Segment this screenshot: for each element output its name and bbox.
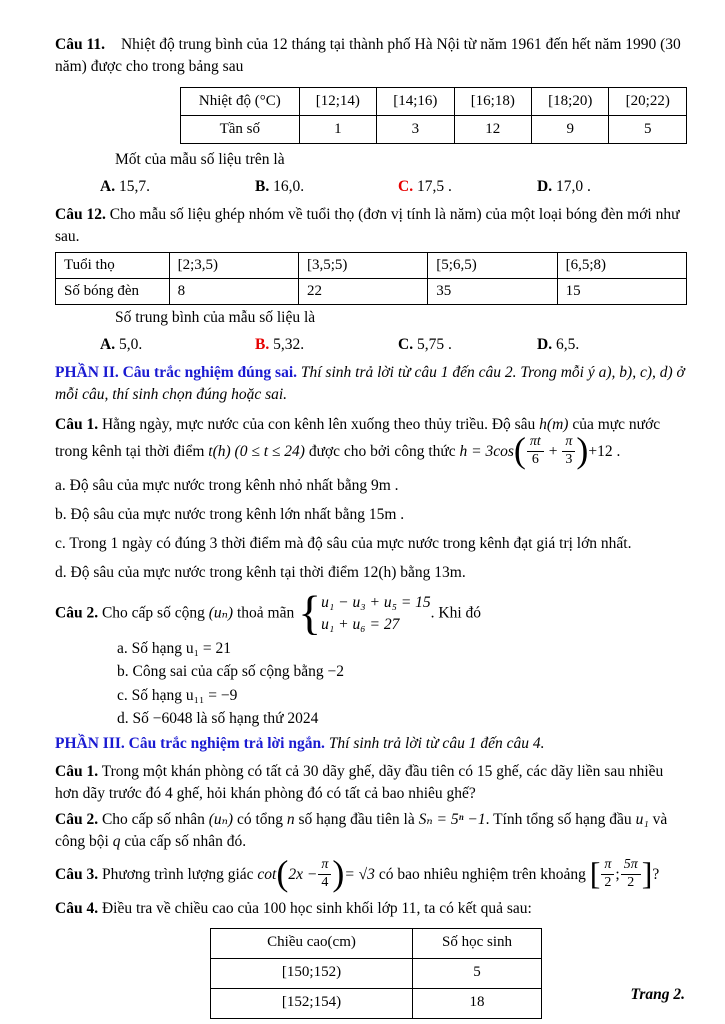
student-count-cell: 18 bbox=[413, 988, 542, 1018]
answer-letter: A. bbox=[100, 336, 116, 353]
p3-q4-label: Câu 4. bbox=[55, 899, 99, 917]
math-n: n bbox=[286, 811, 295, 829]
q12-table-header: Tuổi thọ bbox=[56, 253, 170, 279]
math-u1: u₁ bbox=[635, 811, 649, 829]
formula-tail: +12 . bbox=[588, 442, 621, 460]
answer-letter: A. bbox=[100, 178, 116, 195]
q12-table-row2-header: Số bóng đèn bbox=[56, 279, 170, 305]
part3-heading-line bbox=[55, 733, 687, 755]
part2-instructions: Thí sinh trả lời từ câu 1 đến câu 2. Trong mỗi ý a), b), c), d) ở mỗi câu, thí sinh chọn đúng hoặc sai. bbox=[55, 364, 685, 403]
question-11-label: Câu 11. bbox=[55, 36, 105, 53]
fraction-denominator: 2 bbox=[627, 874, 635, 890]
p3-q2-text3: số hạng đầu tiên là bbox=[298, 811, 415, 829]
statement-c: c. Số hạng u₁₁ = −9 bbox=[117, 686, 238, 704]
frequency-cell: 5 bbox=[609, 116, 687, 144]
system-brace: { bbox=[298, 586, 322, 640]
fraction-5pi-2 bbox=[620, 858, 642, 890]
math-t-of-h: t(h) bbox=[208, 442, 231, 460]
p2-q2-label: Câu 2. bbox=[55, 604, 99, 622]
part3-instructions: Thí sinh trả lời từ câu 1 đến câu 4. bbox=[328, 735, 545, 753]
table-row bbox=[181, 88, 687, 116]
p2-q1-items bbox=[55, 475, 687, 584]
equation-1: u₁ − u₃ + u₅ = 15 bbox=[321, 594, 431, 612]
part2-question-2 bbox=[55, 586, 687, 640]
close-bracket: ] bbox=[641, 854, 653, 891]
fraction-denominator: 2 bbox=[604, 874, 612, 890]
answer-value: 5,0. bbox=[118, 336, 143, 353]
equation-2: u₁ + u₆ = 27 bbox=[321, 616, 400, 634]
fraction-numerator: π bbox=[318, 858, 331, 875]
answer-value: 17,5 . bbox=[416, 178, 452, 195]
part2-heading-line bbox=[55, 362, 687, 406]
answer-letter: D. bbox=[537, 336, 553, 353]
interval-cell: [6,5;8) bbox=[557, 253, 686, 279]
p3-q1-body: Trong một khán phòng có tất cả 30 dãy ghế, dãy đầu tiên có 15 ghế, các dãy liền sau nhiều hơn dãy trước đó 4 ghế, hỏi khán phòng đó có tất cả bao nhiêu ghế? bbox=[55, 763, 664, 803]
close-paren: ) bbox=[576, 429, 589, 470]
math-cot: cot bbox=[257, 866, 277, 883]
equation-system bbox=[321, 592, 431, 635]
math-un: (uₙ) bbox=[208, 604, 234, 622]
students-column-header: Số học sinh bbox=[413, 928, 542, 958]
p2-q1-text1: Hằng ngày, mực nước của con kênh lên xuống theo thủy triều. Độ sâu bbox=[101, 416, 536, 433]
q12-frequency-table bbox=[55, 252, 687, 305]
fraction-numerator: π bbox=[562, 435, 575, 452]
p3-q3-text1: Phương trình lượng giác bbox=[101, 866, 254, 883]
close-paren: ) bbox=[332, 853, 345, 894]
part3-question-2 bbox=[55, 809, 687, 853]
interval-cell: [12;14) bbox=[299, 88, 376, 116]
open-paren: ( bbox=[513, 429, 526, 470]
count-cell: 8 bbox=[169, 279, 298, 305]
height-range-cell: [152;154) bbox=[211, 988, 413, 1018]
math-q: q bbox=[112, 833, 121, 851]
height-range-cell: [150;152) bbox=[211, 958, 413, 988]
p3-q3-text2: có bao nhiêu nghiệm trên khoảng bbox=[378, 866, 586, 883]
interval-cell: [20;22) bbox=[609, 88, 687, 116]
open-bracket: [ bbox=[589, 854, 601, 891]
answer-letter: C. bbox=[398, 336, 414, 353]
p3-q2-label: Câu 2. bbox=[55, 811, 99, 829]
q4-height-table bbox=[210, 928, 542, 1019]
p3-q2-text5: và công bội bbox=[55, 811, 668, 851]
p3-q2-text2: có tổng bbox=[236, 811, 284, 829]
statement-b: b. Công sai của cấp số cộng bằng −2 bbox=[117, 663, 344, 681]
page-number: Trang 2. bbox=[630, 986, 685, 1003]
frequency-cell: 9 bbox=[532, 116, 609, 144]
count-cell: 35 bbox=[428, 279, 557, 305]
q11-table-row2-header: Tần số bbox=[181, 116, 300, 144]
frequency-cell: 12 bbox=[454, 116, 531, 144]
p3-q2-text6: của cấp số nhân đó. bbox=[124, 833, 247, 851]
fraction-denominator: 4 bbox=[321, 874, 329, 890]
answer-option-d bbox=[537, 334, 579, 356]
answer-letter-highlighted: C. bbox=[398, 178, 414, 195]
p2-q1-label: Câu 1. bbox=[55, 416, 99, 433]
fraction-numerator: 5π bbox=[621, 858, 641, 875]
answer-value: 17,0 . bbox=[555, 178, 591, 195]
part3-heading: PHẦN III. Câu trắc nghiệm trả lời ngắn. bbox=[55, 735, 325, 753]
p3-q2-text1: Cho cấp số nhân bbox=[101, 811, 205, 829]
part3-question-4 bbox=[55, 898, 687, 920]
p2-q2-text1: Cho cấp số cộng bbox=[101, 604, 205, 622]
fraction-pit-6 bbox=[526, 435, 545, 467]
interval-cell: [14;16) bbox=[377, 88, 454, 116]
count-cell: 15 bbox=[557, 279, 686, 305]
frequency-cell: 3 bbox=[377, 116, 454, 144]
p2-q1-text3: được cho bởi công thức bbox=[308, 442, 456, 460]
answer-value: 5,75 . bbox=[416, 336, 452, 353]
interval-cell: [3,5;5) bbox=[298, 253, 427, 279]
statement-a: a. Số hạng u₁ = 21 bbox=[117, 639, 232, 657]
fraction-pi-3 bbox=[561, 435, 576, 467]
formula-lhs: h = 3cos bbox=[459, 442, 514, 460]
q11-prompt: Mốt của mẫu số liệu trên là bbox=[115, 151, 285, 168]
part3-question-3 bbox=[55, 853, 687, 894]
answer-option-c bbox=[398, 334, 537, 356]
open-paren: ( bbox=[276, 853, 289, 894]
answer-letter-highlighted: B. bbox=[255, 336, 270, 353]
statement-a: a. Độ sâu của mực nước trong kênh nhỏ nhất bằng 9m . bbox=[55, 477, 399, 495]
fraction-denominator: 3 bbox=[565, 451, 573, 467]
math-equals-sqrt3: = √3 bbox=[344, 866, 375, 883]
answer-value: 15,7. bbox=[118, 178, 150, 195]
q11-answer-row bbox=[55, 176, 687, 198]
frequency-cell: 1 bbox=[299, 116, 376, 144]
p2-q2-text2: thoả mãn bbox=[236, 604, 295, 622]
part3-question-1 bbox=[55, 761, 687, 805]
answer-letter: D. bbox=[537, 178, 553, 195]
plus-operator: + bbox=[548, 442, 558, 460]
statement-d: d. Độ sâu của mực nước trong kênh tại thời điểm 12(h) bằng 13m. bbox=[55, 564, 466, 582]
q11-table-header: Nhiệt độ (°C) bbox=[181, 88, 300, 116]
question-12-label: Câu 12. bbox=[55, 206, 106, 223]
table-row bbox=[211, 988, 542, 1018]
question-11-body: Nhiệt độ trung bình của 12 tháng tại thành phố Hà Nội từ năm 1961 đến hết năm 1990 (30 năm) được cho trong bảng sau bbox=[55, 36, 681, 75]
interval-cell: [16;18) bbox=[454, 88, 531, 116]
answer-option-b bbox=[255, 334, 398, 356]
student-count-cell: 5 bbox=[413, 958, 542, 988]
interval-cell: [5;6,5) bbox=[428, 253, 557, 279]
math-un: (uₙ) bbox=[208, 811, 234, 829]
answer-option-d bbox=[537, 176, 591, 198]
p3-q2-text4: . Tính tổng số hạng đầu bbox=[485, 811, 632, 829]
p3-q4-body: Điều tra về chiều cao của 100 học sinh khối lớp 11, ta có kết quả sau: bbox=[101, 899, 532, 917]
math-sn-formula: Sₙ = 5ⁿ −1 bbox=[418, 811, 486, 829]
height-column-header: Chiều cao(cm) bbox=[211, 928, 413, 958]
table-row bbox=[211, 958, 542, 988]
fraction-pi-4 bbox=[317, 858, 332, 890]
answer-option-b bbox=[255, 176, 398, 198]
p2-q1-text2: của mực nước trong kênh tại thời điểm bbox=[55, 416, 661, 460]
interval-cell: [2;3,5) bbox=[169, 253, 298, 279]
fraction-pi-2 bbox=[600, 858, 615, 890]
table-row bbox=[211, 928, 542, 958]
math-domain: (0 ≤ t ≤ 24) bbox=[234, 442, 305, 460]
question-12-text bbox=[55, 204, 687, 248]
part2-question-1 bbox=[55, 414, 687, 468]
math-inner: 2x − bbox=[288, 866, 318, 883]
q12-prompt: Số trung bình của mẫu số liệu là bbox=[115, 309, 316, 326]
table-row bbox=[181, 116, 687, 144]
statement-b: b. Độ sâu của mực nước trong kênh lớn nhất bằng 15m . bbox=[55, 506, 405, 524]
p3-q1-label: Câu 1. bbox=[55, 763, 99, 781]
q11-frequency-table bbox=[180, 87, 687, 144]
answer-value: 16,0. bbox=[273, 178, 305, 195]
fraction-numerator: π bbox=[601, 858, 614, 875]
answer-option-c bbox=[398, 176, 537, 198]
math-h-of-m: h(m) bbox=[539, 416, 569, 433]
p2-q2-items bbox=[55, 638, 687, 730]
table-row bbox=[56, 279, 687, 305]
count-cell: 22 bbox=[298, 279, 427, 305]
interval-cell: [18;20) bbox=[532, 88, 609, 116]
q12-answer-row bbox=[55, 334, 687, 356]
statement-c: c. Trong 1 ngày có đúng 3 thời điểm mà độ sâu của mực nước trong kênh đạt giá trị lớn nhất. bbox=[55, 535, 632, 553]
question-12-body: Cho mẫu số liệu ghép nhóm về tuổi thọ (đơn vị tính là năm) của một loại bóng đèn mới như sau. bbox=[55, 206, 680, 245]
answer-letter: B. bbox=[255, 178, 270, 195]
question-11-text bbox=[55, 34, 687, 78]
fraction-numerator: πt bbox=[527, 435, 544, 452]
part2-heading: PHẦN II. Câu trắc nghiệm đúng sai. bbox=[55, 364, 297, 381]
fraction-denominator: 6 bbox=[531, 451, 539, 467]
p3-q3-label: Câu 3. bbox=[55, 866, 99, 883]
answer-value: 6,5. bbox=[555, 336, 580, 353]
answer-option-a bbox=[100, 334, 255, 356]
answer-value: 5,32. bbox=[273, 336, 305, 353]
question-mark: ? bbox=[652, 866, 660, 883]
table-row bbox=[56, 253, 687, 279]
statement-d: d. Số −6048 là số hạng thứ 2024 bbox=[117, 709, 319, 727]
p2-q2-text3: . Khi đó bbox=[430, 604, 482, 622]
answer-option-a bbox=[100, 176, 255, 198]
interval-separator: ; bbox=[615, 866, 620, 883]
